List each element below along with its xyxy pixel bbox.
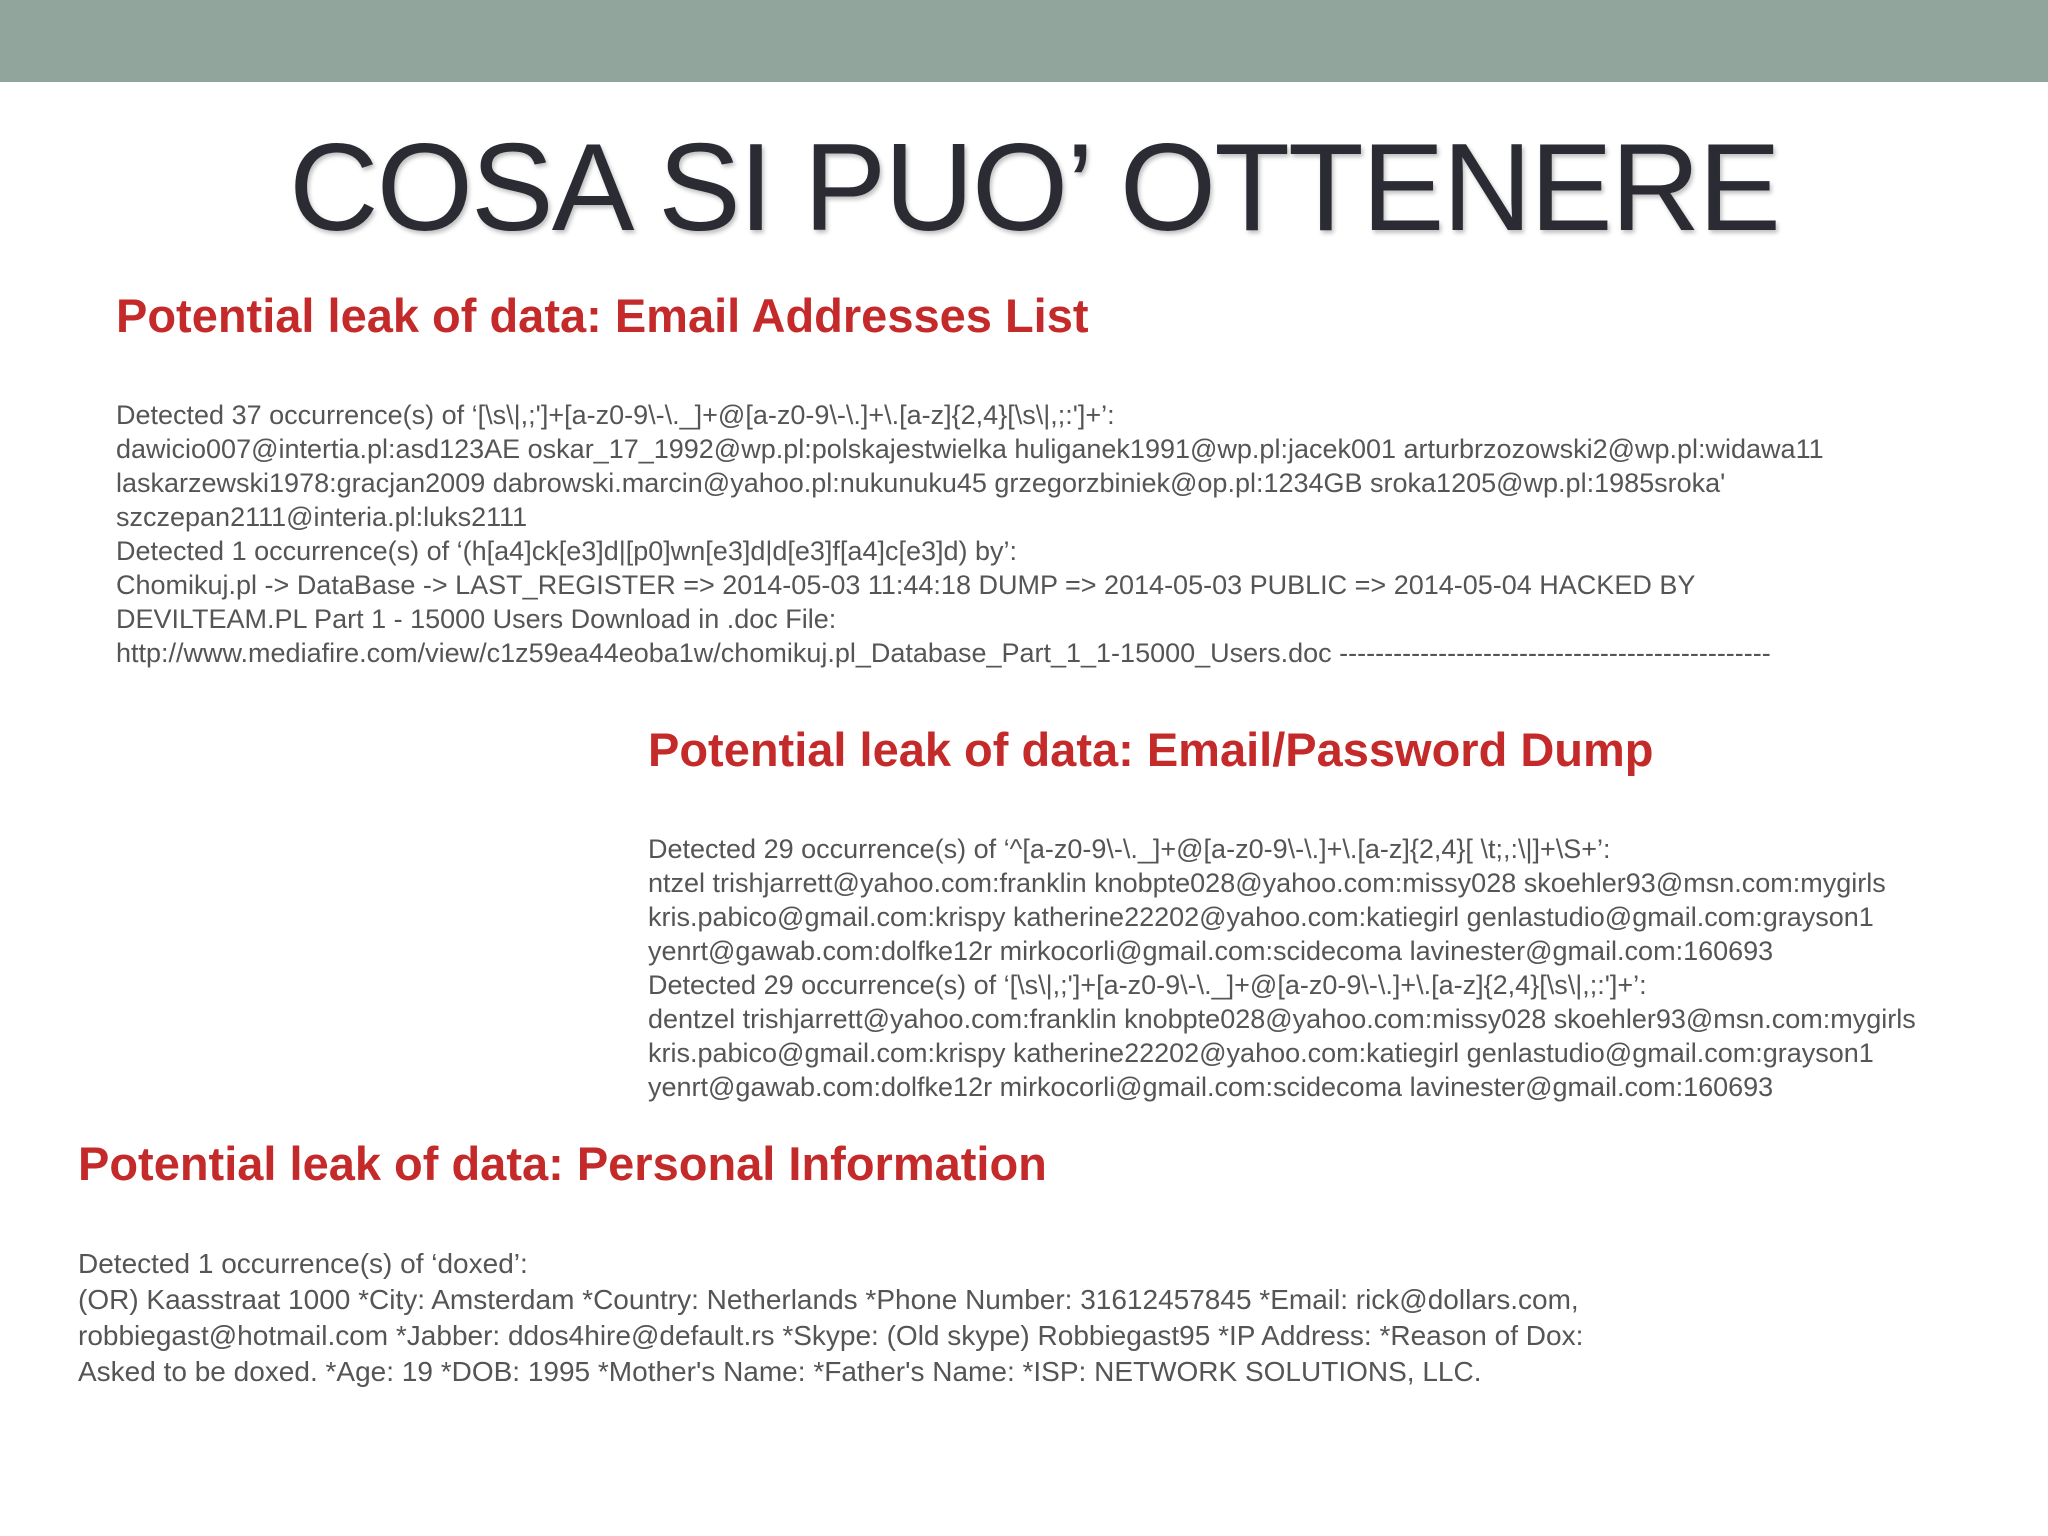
- section-body: [648, 832, 1916, 1104]
- section-heading: Potential leak of data: Personal Information: [78, 1137, 1047, 1190]
- detection-line: Detected 29 occurrence(s) of ‘[\s\|,;']+[a-z0-9\-\._]+@[a-z0-9\-\.]+\.[a-z]{2,4}[\s\|,;:']+’:: [648, 970, 1647, 1000]
- leak-line: DEVILTEAM.PL Part 1 - 15000 Users Download in .doc File:: [116, 604, 837, 634]
- leak-line: yenrt@gawab.com:dolfke12r mirkocorli@gmail.com:scidecoma lavinester@gmail.com:160693: [648, 1072, 1774, 1102]
- section-email-addresses-list: [116, 288, 1824, 670]
- leak-line: robbiegast@hotmail.com *Jabber: ddos4hire@default.rs *Skype: (Old skype) Robbiegast95 *IP Address: *Reason of Dox:: [78, 1320, 1584, 1351]
- leak-line: Asked to be doxed. *Age: 19 *DOB: 1995 *Mother's Name: *Father's Name: *ISP: NETWORK SOLUTIONS, LLC.: [78, 1356, 1482, 1387]
- slide-title: COSA SI PUO’ OTTENERE: [289, 119, 1779, 257]
- leak-url-line: http://www.mediafire.com/view/c1z59ea44eoba1w/chomikuj.pl_Database_Part_1_1-15000_Users.doc ------------------------------------------------: [116, 638, 1771, 668]
- leak-line: laskarzewski1978:gracjan2009 dabrowski.marcin@yahoo.pl:nukunuku45 grzegorzbiniek@op.pl:1234GB sroka1205@wp.pl:1985sroka': [116, 468, 1726, 498]
- leak-line: dentzel trishjarrett@yahoo.com:franklin knobpte028@yahoo.com:missy028 skoehler93@msn.com:mygirls: [648, 1004, 1916, 1034]
- section-body: [116, 398, 1824, 670]
- section-heading: Potential leak of data: Email Addresses List: [116, 289, 1089, 342]
- detection-line: Detected 37 occurrence(s) of ‘[\s\|,;']+[a-z0-9\-\._]+@[a-z0-9\-\.]+\.[a-z]{2,4}[\s\|,;:']+’:: [116, 400, 1115, 430]
- leak-line: yenrt@gawab.com:dolfke12r mirkocorli@gmail.com:scidecoma lavinester@gmail.com:160693: [648, 936, 1774, 966]
- leak-line: ntzel trishjarrett@yahoo.com:franklin knobpte028@yahoo.com:missy028 skoehler93@msn.com:mygirls: [648, 868, 1886, 898]
- section-email-password-dump: [648, 722, 1916, 1104]
- detection-line: Detected 1 occurrence(s) of ‘(h[a4]ck[e3]d|[p0]wn[e3]d|d[e3]f[a4]c[e3]d) by’:: [116, 536, 1018, 566]
- leak-line: Chomikuj.pl -> DataBase -> LAST_REGISTER => 2014-05-03 11:44:18 DUMP => 2014-05-03 PUBLIC => 2014-05-04 HACKED BY: [116, 570, 1696, 600]
- section-personal-information: [78, 1136, 1583, 1390]
- leak-line: szczepan2111@interia.pl:luks2111: [116, 502, 528, 532]
- leak-line: kris.pabico@gmail.com:krispy katherine22202@yahoo.com:katiegirl genlastudio@gmail.com:grayson1: [648, 902, 1874, 932]
- section-body: [78, 1246, 1583, 1390]
- detection-line: Detected 29 occurrence(s) of ‘^[a-z0-9\-\._]+@[a-z0-9\-\.]+\.[a-z]{2,4}[ \t;,:\|]+\S+’:: [648, 834, 1611, 864]
- section-heading: Potential leak of data: Email/Password Dump: [648, 723, 1654, 776]
- leak-line: dawicio007@intertia.pl:asd123AE oskar_17_1992@wp.pl:polskajestwielka huliganek1991@wp.pl:jacek001 arturbrzozowski2@wp.pl:widawa11: [116, 434, 1824, 464]
- detection-line: Detected 1 occurrence(s) of ‘doxed’:: [78, 1248, 528, 1279]
- leak-line: kris.pabico@gmail.com:krispy katherine22202@yahoo.com:katiegirl genlastudio@gmail.com:grayson1: [648, 1038, 1874, 1068]
- top-accent-bar: [0, 0, 2048, 82]
- leak-line: (OR) Kaasstraat 1000 *City: Amsterdam *Country: Netherlands *Phone Number: 31612457845 *Email: rick@dollars.com,: [78, 1284, 1579, 1315]
